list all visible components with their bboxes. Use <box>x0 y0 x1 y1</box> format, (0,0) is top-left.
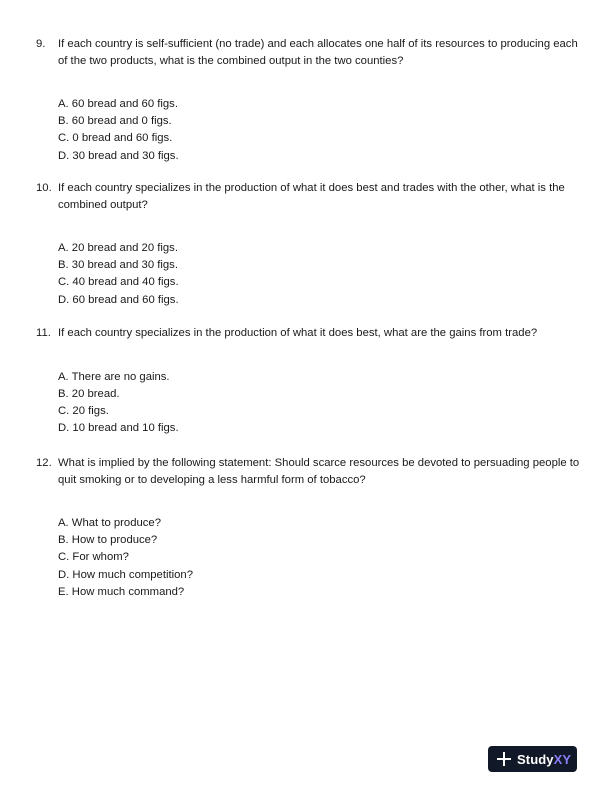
option-a: A. There are no gains. <box>58 370 170 383</box>
studyxy-badge[interactable] <box>488 746 577 772</box>
question-10 <box>36 180 584 309</box>
brand-part-study: Study <box>517 751 554 767</box>
option-d: D. How much competition? <box>58 568 193 581</box>
question-text: What is implied by the following statement: Should scarce resources be devoted to persuading people to quit smoking or to developing a less harmful form of tobacco? <box>58 457 580 486</box>
option-a: A. 20 bread and 20 figs. <box>58 242 178 254</box>
question-9 <box>36 36 584 165</box>
answer-options <box>58 240 584 309</box>
option-a: A. What to produce? <box>58 517 161 529</box>
brand-part-xy: XY <box>553 751 572 767</box>
question-number: 12. <box>36 457 52 469</box>
question-number: 9. <box>36 38 46 50</box>
question-text: If each country specializes in the production of what it does best, what are the gains from trade? <box>58 327 538 339</box>
question-row <box>36 455 584 488</box>
answer-options <box>58 96 584 165</box>
option-b: B. 30 bread and 30 figs. <box>58 259 178 272</box>
question-number: 10. <box>36 182 52 194</box>
question-text: If each country specializes in the production of what it does best and trades with the other, what is the combined output? <box>58 182 565 211</box>
option-b: B. 60 bread and 0 figs. <box>58 115 172 128</box>
question-11 <box>36 325 584 437</box>
answer-options <box>58 515 584 601</box>
answer-options <box>58 369 584 438</box>
question-row <box>36 180 584 213</box>
question-row <box>36 36 584 69</box>
option-c: C. For whom? <box>58 551 129 564</box>
option-b: B. 20 bread. <box>58 387 120 400</box>
question-row <box>36 325 584 342</box>
option-c: C. 40 bread and 40 figs. <box>58 276 179 289</box>
option-c: C. 0 bread and 60 figs. <box>58 132 173 145</box>
option-d: D. 60 bread and 60 figs. <box>58 293 179 306</box>
option-e: E. How much command? <box>58 585 185 598</box>
brand-logo <box>517 752 571 767</box>
option-c: C. 20 figs. <box>58 404 109 417</box>
option-b: B. How to produce? <box>58 534 158 547</box>
option-a: A. 60 bread and 60 figs. <box>58 98 178 110</box>
plus-icon <box>496 751 512 767</box>
option-d: D. 10 bread and 10 figs. <box>58 422 179 435</box>
question-number: 11. <box>36 327 51 339</box>
option-d: D. 30 bread and 30 figs. <box>58 149 179 162</box>
question-12 <box>36 455 584 601</box>
question-text: If each country is self-sufficient (no trade) and each allocates one half of its resources to producing each of the two products, what is the combined output in the two counties? <box>58 38 578 67</box>
